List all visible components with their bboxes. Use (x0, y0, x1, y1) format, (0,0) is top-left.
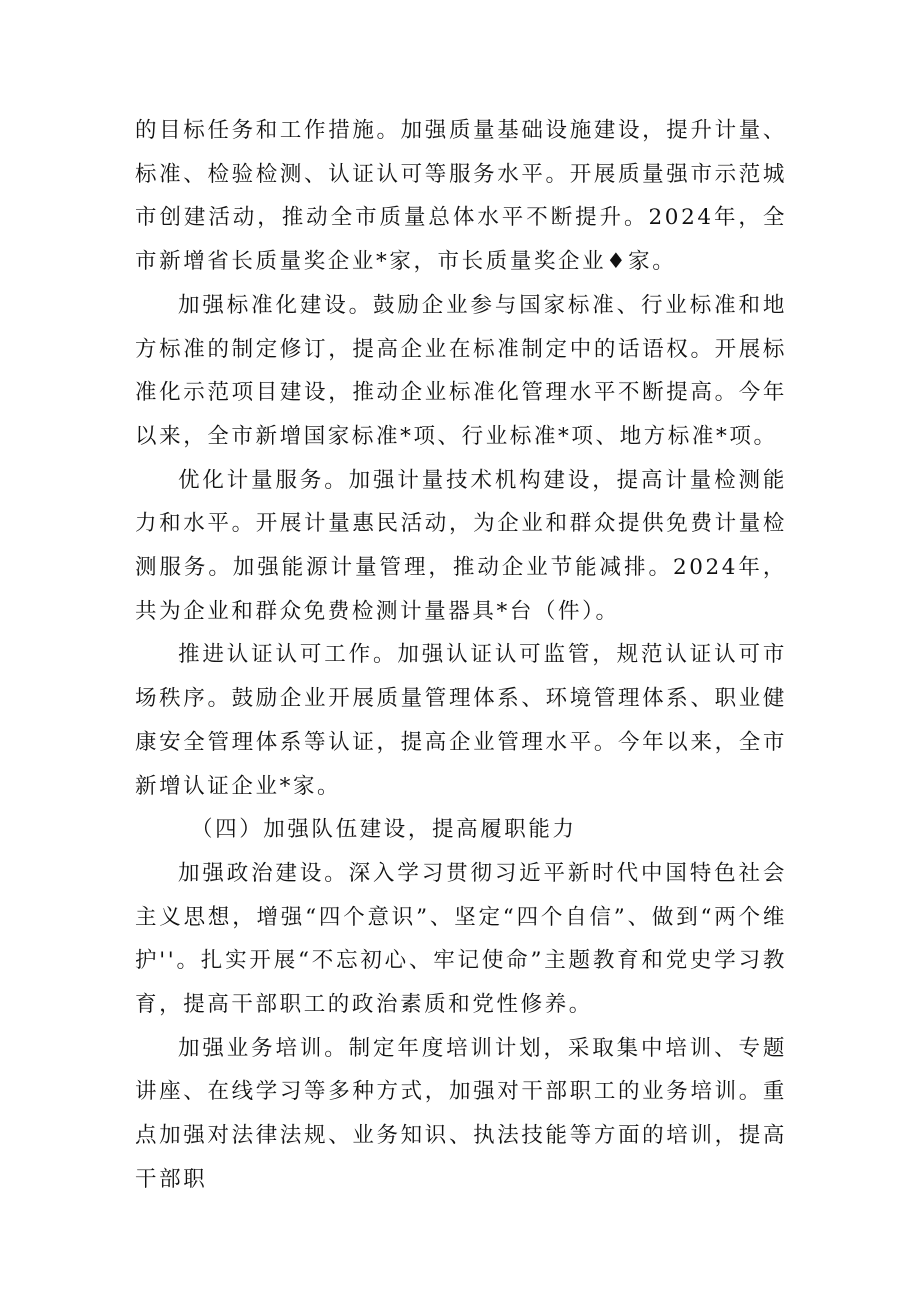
paragraph-certification: 推进认证认可工作。加强认证认可监管，规范认证认可市场秩序。鼓励企业开展质量管理体系、环境管理体系、职业健康安全管理体系等认证，提高企业管理水平。今年以来，全市新增认证企业*家。 (135, 642, 787, 799)
paragraph-political-building: 加强政治建设。深入学习贯彻习近平新时代中国特色社会主义思想，增强“四个意识”、坚定“四个自信”、做到“两个维护''。扎实开展“不忘初心、牢记使命”主题教育和党史学习教育，提高干部职工的政治素质和党性修养。 (135, 860, 787, 1018)
paragraph-metrology: 优化计量服务。加强计量技术机构建设，提高计量检测能力和水平。开展计量惠民活动，为企业和群众提供免费计量检测服务。加强能源计量管理，推动企业节能减排。2024年，共为企业和群众免费检测计量器具*台（件）。 (135, 467, 787, 624)
section-heading-team-building: （四）加强队伍建设，提高履职能力 (191, 817, 577, 843)
paragraph-standardization: 加强标准化建设。鼓励企业参与国家标准、行业标准和地方标准的制定修订，提高企业在标准制定中的话语权。开展标准化示范项目建设，推动企业标准化管理水平不断提高。今年以来，全市新增国家标准*项、行业标准*项、地方标准*项。 (135, 292, 787, 449)
paragraph-quality-infrastructure: 的目标任务和工作措施。加强质量基础设施建设，提升计量、标准、检验检测、认证认可等服务水平。开展质量强市示范城市创建活动，推动全市质量总体水平不断提升。2024年，全市新增省长质量奖企业*家，市长质量奖企业♦家。 (135, 118, 787, 275)
document-body (135, 109, 787, 1202)
paragraph-business-training: 加强业务培训。制定年度培训计划，采取集中培训、专题讲座、在线学习等多种方式，加强对干部职工的业务培训。重点加强对法律法规、业务知识、执法技能等方面的培训，提高干部职 (135, 1035, 787, 1192)
